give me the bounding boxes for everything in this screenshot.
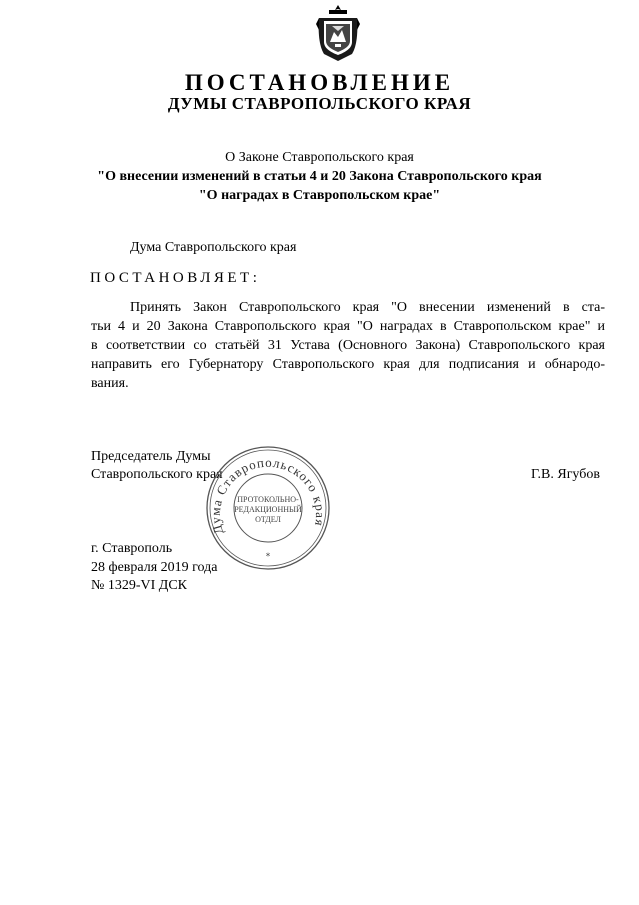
issue-date: 28 февраля 2019 года: [91, 560, 218, 575]
subject-line-3: "О наградах в Ставропольском крае": [198, 188, 441, 203]
coat-of-arms-icon: [316, 4, 360, 62]
body-line-4: направить его Губернатору Ставропольского края для подписания и обнародо-: [91, 357, 605, 372]
document-number: № 1329-VI ДСК: [91, 578, 188, 593]
decree-word: ПОСТАНОВЛЯЕТ:: [90, 270, 261, 286]
signatory-name: Г.В. Ягубов: [531, 467, 600, 482]
official-stamp: [204, 444, 332, 572]
stamp-inner-line-1: ПРОТОКОЛЬНО-: [237, 495, 299, 504]
subject-line-1: О Законе Ставропольского края: [225, 150, 414, 165]
subject-line-2: "О внесении изменений в статьи 4 и 20 Закона Ставропольского края: [97, 169, 542, 184]
page-subtitle: ДУМЫ СТАВРОПОЛЬСКОГО КРАЯ: [167, 94, 472, 113]
signatory-position-line-2: Ставропольского края: [91, 467, 223, 482]
stamp-inner-line-3: ОТДЕЛ: [255, 515, 281, 524]
body-line-2: тьи 4 и 20 Закона Ставропольского края "О наградах в Ставропольском крае" и: [91, 319, 605, 334]
issuer-text: Дума Ставропольского края: [130, 240, 297, 255]
resolution-body: [91, 298, 605, 393]
signatory-position-line-1: Председатель Думы: [91, 449, 211, 464]
body-line-3: в соответствии со статьёй 31 Устава (Основного Закона) Ставропольского края: [91, 338, 605, 353]
body-line-1: Принять Закон Ставропольского края "О внесении изменений в ста-: [130, 300, 605, 315]
place-of-issue: г. Ставрополь: [91, 541, 173, 556]
stamp-outer-textpath: Дума Ставропольского края: [207, 454, 329, 536]
stamp-inner-line-2: РЕДАКЦИОННЫЙ: [234, 505, 302, 514]
body-line-5: вания.: [91, 376, 129, 391]
stamp-star-icon: *: [265, 552, 271, 562]
page-title: ПОСТАНОВЛЕНИЕ: [184, 70, 455, 95]
